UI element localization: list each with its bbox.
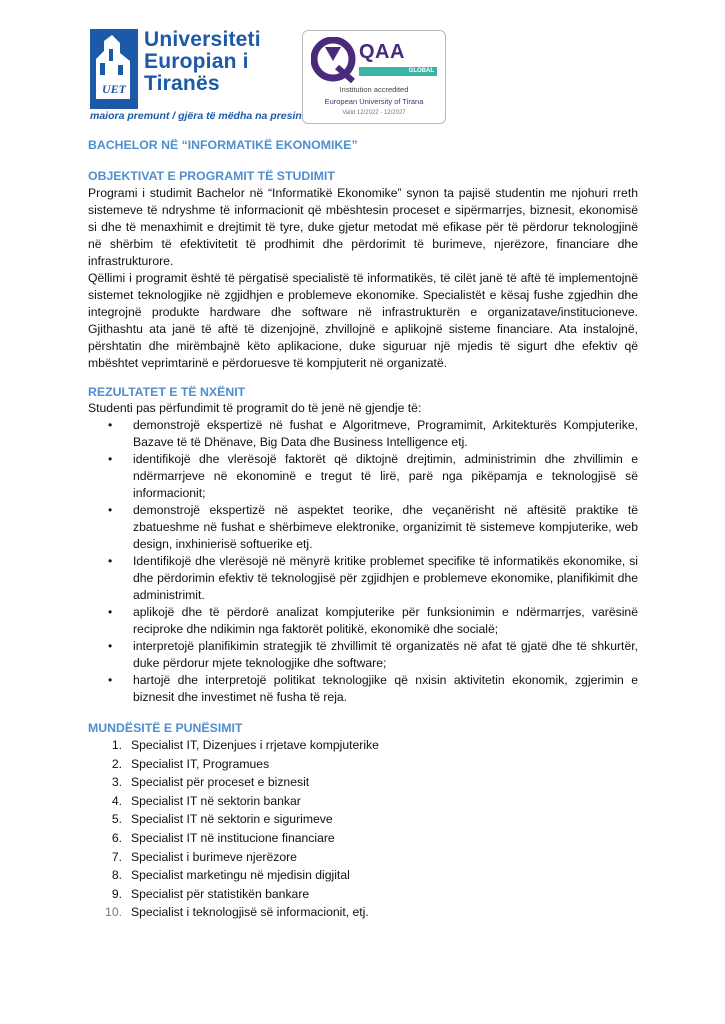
bullet-icon: • [108,554,113,568]
list-item [88,885,638,904]
bullet-icon: • [108,418,113,432]
university-emblem-icon [90,29,138,109]
objectives-heading: OBJEKTIVAT E PROGRAMIT TË STUDIMIT [88,169,335,183]
university-name-line: Universiteti [144,28,261,51]
university-logo [90,28,302,122]
list-number: 8. [111,868,122,883]
list-item-text: Specialist IT, Programues [131,756,270,771]
list-item [88,866,638,885]
list-number: 6. [111,830,122,845]
list-item [88,604,638,638]
list-item-text: Specialist IT, Dizenjues i rrjetave kompjuterike [131,738,379,752]
list-number: 10. [105,905,122,920]
list-item-text: Specialist i burimeve njerëzore [131,849,297,864]
outcomes-list [88,417,638,706]
outcomes-intro: Studenti pas përfundimit të programit do të jenë në gjendje të: [88,401,422,415]
list-item-text: interpretojë planifikimin strategjik të zhvillimit të organizatës në afat të gjatë dhe të shkurtër, duke përdorur mjete teknologjike dhe software; [133,639,638,670]
list-item [88,848,638,867]
list-number: 5. [111,812,122,827]
bullet-icon: • [108,503,113,517]
list-item-text: hartojë dhe interpretojë politikat teknologjike që nxisin aktivitetin ekonomik, zgjerimin e biznesit dhe investimet në fusha të reja. [133,673,638,704]
list-number: 2. [111,756,122,771]
bullet-icon: • [108,673,113,687]
list-number: 3. [111,775,122,790]
qaa-institution-text: European University of Tirana [324,97,424,106]
list-item-text: Specialist i teknologjisë së informacionit, etj. [131,905,369,920]
list-item-text: Specialist marketingu në mjedisin digjital [131,868,350,883]
objectives-paragraph: Qëllimi i programit është të përgatisë specialistë të informatikës, të cilët janë të aftë të implementojnë sistemet teknologjike në zgjidhjen e problemeve ekonomike. Specialistët e kësaj fushe zgjedhin dhe integrojnë produkte hardware dhe software në infrastrukturën e organizatave/institucioneve. Gjithashtu ata janë të aftë të dizenjojnë, zhvillojnë e aplikojnë sisteme financiare. Ata instalojnë, përshtatin dhe mirëmbajnë këto aplikacione, duke siguruar një mjedis të sigurt dhe efektiv që mbështet veprimtarinë e përdoruesve të kompjuterit në organizatë. [88,271,638,370]
qaa-global-bar: GLOBAL [359,67,437,76]
bullet-icon: • [108,605,113,619]
qaa-accredited-text: Institution accredited [339,85,409,94]
employment-list [88,736,638,922]
list-number: 4. [111,793,122,808]
university-name [144,29,261,95]
list-item [88,829,638,848]
list-item-text: identifikojë dhe vlerësojë faktorët që diktojnë drejtimin, administrimin dhe zhvillimin e ndërmarrjeve në ekonominë e tregut të lirë, parë nga pikëpamja e teknologjisë së informacionit; [133,452,638,500]
list-item [88,553,638,604]
employment-heading: MUNDËSITË E PUNËSIMIT [88,721,243,735]
list-item-text: Specialist IT në sektorin e sigurimeve [131,812,333,827]
qaa-q-icon [311,37,357,83]
bullet-icon: • [108,639,113,653]
list-item [88,792,638,811]
university-name-line: Tiranës [144,72,220,95]
list-item [88,502,638,553]
list-item-text: Specialist IT në sektorin bankar [131,793,301,808]
qaa-validity-text: Valid 12/2022 - 12/2027 [342,110,406,116]
list-number: 9. [111,886,122,901]
university-tagline: maiora premunt / gjëra të mëdha na presin [90,110,302,122]
list-item [88,736,638,755]
list-item [88,638,638,672]
list-number: 7. [111,849,122,864]
bullet-icon: • [108,452,113,466]
svg-text:UET: UET [102,82,126,96]
qaa-name: QAA [359,41,405,63]
list-item [88,773,638,792]
university-name-line: Europian i [144,50,249,73]
list-item-text: demonstrojë ekspertizë në aspektet teorike, dhe veçanërisht në aftësitë praktike të zbatueshme në fushat e shërbimeve elektronike, organizimit të sistemeve kompjuterike, web design, inxhinierisë softuerike etj. [133,503,638,551]
list-item-text: Specialist për proceset e biznesit [131,775,310,790]
document-body [88,138,638,922]
list-item [88,810,638,829]
list-item-text: aplikojë dhe të përdorë analizat kompjuterike për funksionimin e ndërmarrjes, varësinë reciproke dhe ndikimin nga faktorët politikë, ekonomikë dhe socialë; [133,605,638,636]
list-item [88,755,638,774]
list-item [88,672,638,706]
list-item [88,451,638,502]
list-item-text: Identifikojë dhe vlerësojë në mënyrë kritike problemet specifike të informatikës ekonomike, si dhe përdorimin efektiv të teknologjisë për zgjidhjen e problemeve ekonomike, planifikimit dhe administrimit. [133,554,638,602]
objectives-paragraph: Programi i studimit Bachelor në “Informatikë Ekonomike” synon ta pajisë studentin me njohuri rreth sistemeve të ndryshme të informacionit që mbështesin proceset e sipërmarrjes, biznesit, ekonomisë si dhe të menaxhimit e drejtimit të tyre, duke gjetur metodat më efikase për të përdorur teknologjinë në shërbim të efektivitetit të prodhimit dhe përdorimit të burimeve, njerëzore, financiare dhe infrastrukturore. [88,186,638,268]
list-item-text: Specialist IT në institucione financiare [131,830,335,845]
outcomes-heading: REZULTATET E TË NXËNIT [88,385,246,399]
list-item-text: Specialist për statistikën bankare [131,886,310,901]
document-title: BACHELOR NË “INFORMATIKË EKONOMIKE” [88,138,358,152]
list-number: 1. [111,738,122,752]
list-item [88,903,638,922]
list-item-text: demonstrojë ekspertizë në fushat e Algoritmeve, Programimit, Arkitekturës Kompjuterike, Bazave të të Dhënave, Big Data dhe Business Intelligence etj. [133,418,638,449]
list-item [88,417,638,451]
qaa-accreditation-badge [302,30,446,124]
